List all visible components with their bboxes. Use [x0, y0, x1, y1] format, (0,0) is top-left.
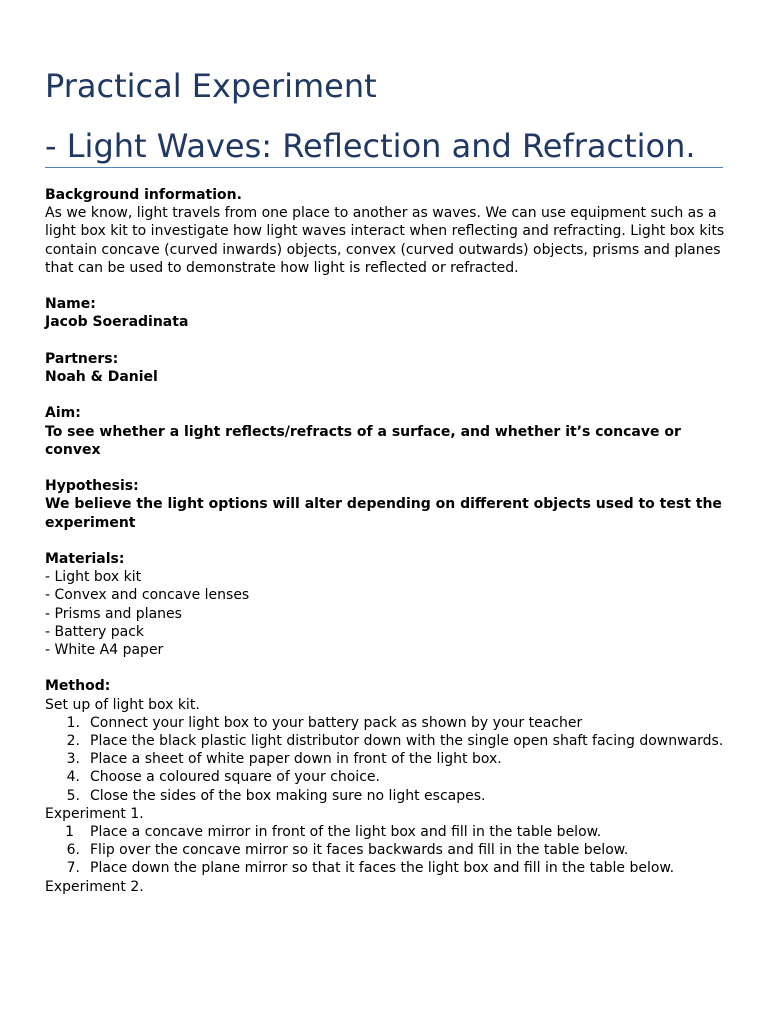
name-section: [45, 295, 735, 331]
list-item: [45, 841, 735, 859]
name-heading: Name:: [45, 296, 96, 313]
hypothesis-heading: Hypothesis:: [45, 478, 139, 495]
materials-heading: Materials:: [45, 550, 125, 567]
list-item: [45, 859, 735, 877]
background-text: As we know, light travels from one place to another as waves. We can use equipment such as a light box kit to investigate how light waves interact when reflecting and refracting. Light box kits contain concave (curved inwards) objects, convex (curved outwards) objects, prisms and planes that can be used to demonstrate how light is reflected or refracted.: [45, 205, 725, 276]
background-heading: Background information.: [45, 187, 242, 203]
title-underline: [45, 167, 723, 168]
partners-heading: Partners:: [45, 350, 119, 367]
list-item: [45, 732, 735, 750]
materials-item: - Prisms and planes: [45, 605, 182, 622]
document-subtitle: - Light Waves: Reflection and Refraction.: [45, 127, 696, 165]
step-text: Close the sides of the box making sure no light escapes.: [90, 787, 486, 804]
materials-item: - Light box kit: [45, 569, 142, 586]
partners-value: Noah & Daniel: [45, 369, 158, 385]
experiment2-label: Experiment 2.: [45, 878, 144, 895]
document-body: [45, 186, 735, 896]
materials-item: - Battery pack: [45, 623, 145, 640]
step-number: 1.: [66, 714, 80, 731]
step-text: Choose a coloured square of your choice.: [90, 769, 380, 786]
document-title: Practical Experiment: [45, 67, 377, 105]
step-text: Flip over the concave mirror so it faces backwards and fill in the table below.: [90, 842, 629, 859]
setup-steps-list: [45, 714, 735, 805]
method-section: [45, 677, 735, 895]
step-number: 2.: [66, 733, 80, 749]
step-number: 3.: [66, 751, 80, 768]
aim-section: [45, 404, 735, 459]
experiment1-steps-list: [45, 823, 735, 878]
materials-item: - White A4 paper: [45, 642, 164, 658]
step-text: Place the black plastic light distributor down with the single open shaft facing downwards.: [90, 733, 724, 749]
experiment1-label: Experiment 1.: [45, 805, 144, 822]
hypothesis-value: We believe the light options will alter depending on different objects used to test the experiment: [45, 496, 722, 531]
setup-label: Set up of light box kit.: [45, 696, 200, 713]
list-item: [45, 787, 735, 805]
list-item: [45, 750, 735, 768]
step-text: Place down the plane mirror so that it faces the light box and fill in the table below.: [90, 860, 675, 877]
materials-section: [45, 550, 735, 659]
step-text: Place a sheet of white paper down in front of the light box.: [90, 751, 502, 768]
list-item: [45, 823, 735, 841]
list-item: [45, 714, 735, 732]
step-number: 4.: [66, 769, 80, 786]
list-item: [45, 768, 735, 786]
aim-heading: Aim:: [45, 405, 81, 422]
step-text: Connect your light box to your battery pack as shown by your teacher: [90, 714, 583, 731]
step-number: 5.: [66, 787, 80, 804]
aim-value: To see whether a light reflects/refracts of a surface, and whether it’s concave or convex: [45, 423, 681, 458]
name-value: Jacob Soeradinata: [45, 314, 189, 331]
partners-section: [45, 350, 735, 386]
step-number: 1: [65, 824, 74, 841]
step-text: Place a concave mirror in front of the light box and fill in the table below.: [90, 824, 602, 841]
step-number: 6.: [66, 842, 80, 859]
background-section: [45, 186, 735, 277]
method-heading: Method:: [45, 678, 111, 695]
materials-item: - Convex and concave lenses: [45, 587, 250, 604]
hypothesis-section: [45, 477, 735, 532]
step-number: 7.: [66, 860, 80, 877]
